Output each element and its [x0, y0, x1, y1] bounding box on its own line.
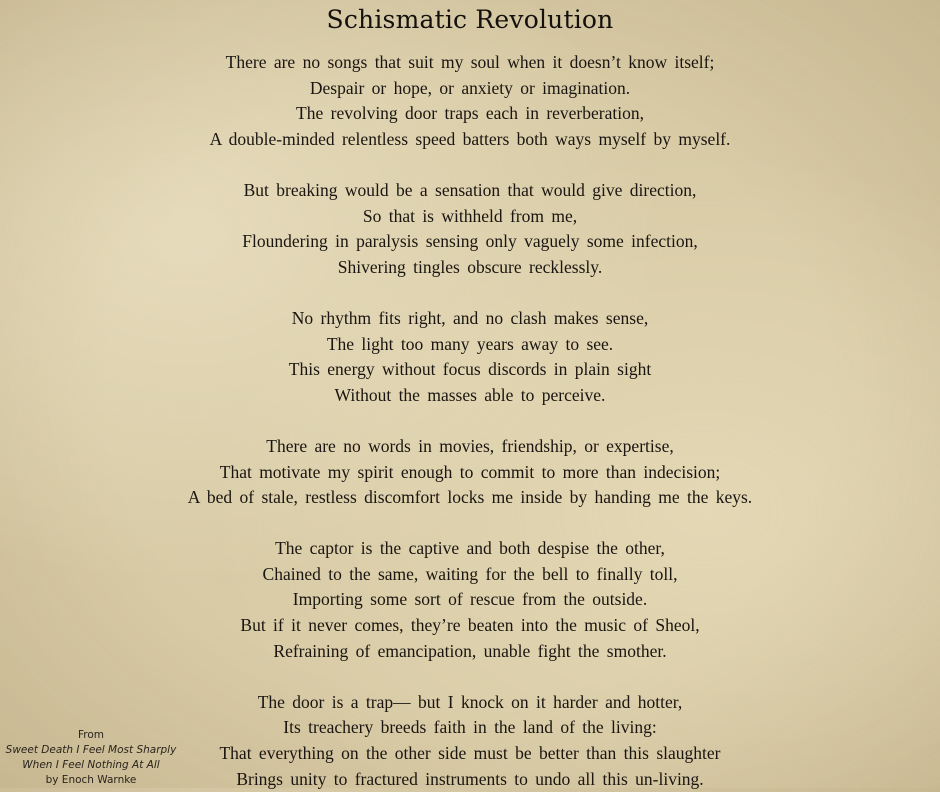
- stanza-5: [0, 536, 940, 664]
- poem-line: This energy without focus discords in plain sight: [288, 359, 652, 380]
- stanza-4: [0, 434, 940, 511]
- poem-line: A bed of stale, restless discomfort locks me inside by handing me the keys.: [187, 487, 753, 508]
- credit-book-title-line-1: Sweet Death I Feel Most Sharply: [5, 744, 177, 756]
- poem-line: The revolving door traps each in reverberation,: [296, 103, 644, 124]
- poem-line: But if it never comes, they’re beaten into the music of Sheol,: [240, 615, 700, 636]
- poem-line: So that is withheld from me,: [362, 205, 578, 226]
- stanza-3: [0, 306, 940, 408]
- credit-from: From: [77, 729, 104, 741]
- poem-line: But breaking would be a sensation that would give direction,: [243, 179, 697, 200]
- credit-book-title-line-2: When I Feel Nothing At All: [22, 759, 160, 771]
- poem-title: Schismatic Revolution: [326, 5, 614, 34]
- poem-line: There are no words in movies, friendship, or expertise,: [266, 435, 674, 456]
- poem-line: No rhythm fits right, and no clash makes sense,: [291, 307, 649, 328]
- poem-line: That motivate my spirit enough to commit to more than indecision;: [219, 461, 721, 482]
- poem-body: [0, 50, 940, 792]
- poem-line: Shivering tingles obscure recklessly.: [337, 256, 603, 277]
- poem-line: Brings unity to fractured instruments to undo all this un-living.: [236, 768, 704, 789]
- stanza-1: [0, 50, 940, 152]
- poem-line: Refraining of emancipation, unable fight the smother.: [273, 640, 667, 661]
- credit-author: by Enoch Warnke: [45, 774, 137, 786]
- poem-line: Its treachery breeds faith in the land of the living:: [283, 717, 657, 738]
- poem-line: Despair or hope, or anxiety or imagination.: [309, 77, 631, 98]
- poem-line: Importing some sort of rescue from the outside.: [292, 589, 648, 610]
- stanza-2: [0, 178, 940, 280]
- poem-line: There are no songs that suit my soul when it doesn’t know itself;: [225, 52, 715, 72]
- book-credit: [0, 728, 182, 788]
- poem-line: The light too many years away to see.: [326, 333, 614, 354]
- poem-line: The captor is the captive and both despise the other,: [275, 538, 665, 559]
- poem-line: Without the masses able to perceive.: [334, 384, 606, 405]
- poem-line: A double-minded relentless speed batters both ways myself by myself.: [209, 128, 731, 149]
- poem-line: The door is a trap— but I knock on it harder and hotter,: [257, 691, 683, 712]
- poem-line: Floundering in paralysis sensing only vaguely some infection,: [242, 231, 698, 252]
- poem-line: That everything on the other side must be better than this slaughter: [219, 743, 721, 764]
- poem-line: Chained to the same, waiting for the bell to finally toll,: [262, 563, 678, 584]
